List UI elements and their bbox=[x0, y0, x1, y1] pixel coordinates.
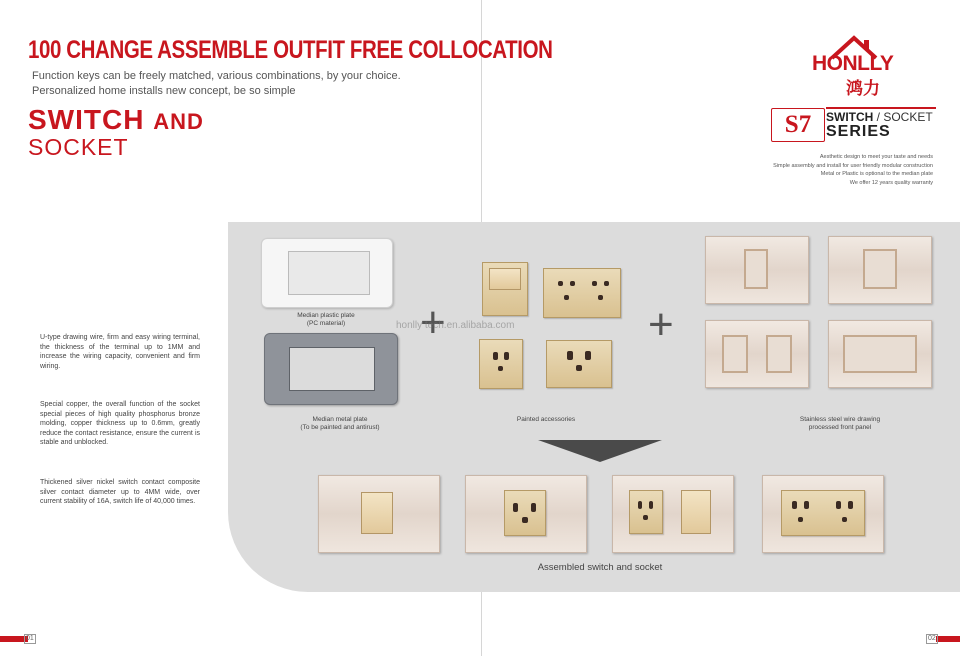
front-panel-single-large bbox=[828, 236, 932, 304]
series-code-box bbox=[771, 108, 825, 142]
front-panel-single-small bbox=[705, 236, 809, 304]
switch-rocker bbox=[681, 490, 711, 534]
page-number-right: 02 bbox=[928, 635, 936, 642]
panel-opening bbox=[744, 249, 768, 289]
panel-opening bbox=[766, 335, 792, 373]
tagline-line: We offer 12 years quality warranty bbox=[849, 179, 933, 186]
caption-line: Median plastic plate bbox=[297, 312, 355, 319]
subtitle-line-1: Function keys can be freely matched, various combinations, by your choice. bbox=[32, 70, 401, 82]
caption-plastic-plate bbox=[276, 312, 376, 328]
panel-opening bbox=[722, 335, 748, 373]
page-bar-right bbox=[936, 636, 960, 642]
single-socket-module bbox=[479, 339, 523, 389]
title-switch-and bbox=[28, 104, 204, 136]
front-panel-wide bbox=[828, 320, 932, 388]
subtitle-line-2: Personalized home installs new concept, be so simple bbox=[32, 85, 296, 97]
metal-plate-opening bbox=[289, 347, 375, 391]
front-panel-double bbox=[705, 320, 809, 388]
caption-line: Median metal plate bbox=[312, 416, 368, 423]
socket-face bbox=[629, 490, 663, 534]
tagline-line: Aesthetic design to meet your taste and needs bbox=[819, 154, 933, 160]
universal-socket-module bbox=[546, 340, 612, 388]
switch-rocker bbox=[489, 268, 521, 290]
feature-copper: Special copper, the overall function of the socket special pieces of high quality phosphorus bronze molding, copper thickness up to 0.6mm, greatly reduce the contact resistance, ensure the current is stable and unblocked. bbox=[40, 401, 200, 446]
series-code: S7 bbox=[784, 111, 812, 138]
series-socket: / SOCKET bbox=[876, 110, 933, 124]
title-socket: SOCKET bbox=[28, 134, 129, 160]
caption-line: Stainless steel wire drawing bbox=[799, 416, 881, 423]
caption-accessories: Painted accessories bbox=[516, 416, 576, 423]
title-and: AND bbox=[153, 109, 204, 134]
caption-line: processed front panel bbox=[808, 424, 872, 431]
brand-name: HONLLY bbox=[812, 52, 894, 75]
down-arrow-icon bbox=[538, 440, 662, 464]
caption-front-panel bbox=[780, 416, 900, 432]
series-rule bbox=[826, 107, 936, 109]
caption-assembled: Assembled switch and socket bbox=[537, 562, 663, 573]
brand-tagline bbox=[740, 153, 933, 187]
assembled-switch bbox=[318, 475, 440, 553]
brand-chinese: 鸿力 bbox=[846, 79, 880, 98]
panel-opening bbox=[863, 249, 897, 289]
plastic-plate bbox=[261, 238, 393, 308]
feature-contact: Thickened silver nickel switch contact composite silver contact diameter up to 4MM wide, over current stability of 16A, switch life of 40,000 times. bbox=[40, 479, 200, 505]
panel-opening bbox=[843, 335, 917, 373]
switch-module bbox=[482, 262, 528, 316]
metal-plate bbox=[264, 333, 398, 405]
socket-face bbox=[781, 490, 865, 536]
brand-logo bbox=[812, 34, 922, 98]
series-line-1 bbox=[826, 110, 933, 124]
assembled-socket-switch-combo bbox=[612, 475, 734, 553]
assembled-universal-socket bbox=[465, 475, 587, 553]
caption-line: (To be painted and antirust) bbox=[300, 424, 380, 431]
caption-metal-plate bbox=[285, 416, 395, 432]
page-number-left: 01 bbox=[26, 635, 34, 642]
series-switch: SWITCH bbox=[826, 110, 874, 124]
title-switch: SWITCH bbox=[28, 104, 145, 135]
plus-icon: + bbox=[420, 298, 446, 347]
double-socket-module bbox=[543, 268, 621, 318]
series-line-2: SERIES bbox=[826, 123, 891, 140]
plastic-plate-opening bbox=[288, 251, 370, 295]
switch-rocker bbox=[361, 492, 393, 534]
tagline-line: Simple assembly and install for user friendly modular construction bbox=[773, 162, 933, 169]
assembled-double-socket bbox=[762, 475, 884, 553]
watermark: honlly tech.en.alibaba.com bbox=[396, 320, 515, 331]
headline: 100 CHANGE ASSEMBLE OUTFIT FREE COLLOCATION bbox=[28, 36, 553, 64]
feature-wiring: U-type drawing wire, firm and easy wiring terminal, the thickness of the terminal up to 1MM and increase the wiring capacity, convenient and firm wiring. bbox=[40, 334, 200, 370]
socket-face bbox=[504, 490, 546, 536]
caption-line: (PC material) bbox=[306, 320, 346, 327]
plus-icon: + bbox=[648, 300, 674, 349]
tagline-line: Metal or Plastic is optional to the median plate bbox=[820, 171, 933, 177]
